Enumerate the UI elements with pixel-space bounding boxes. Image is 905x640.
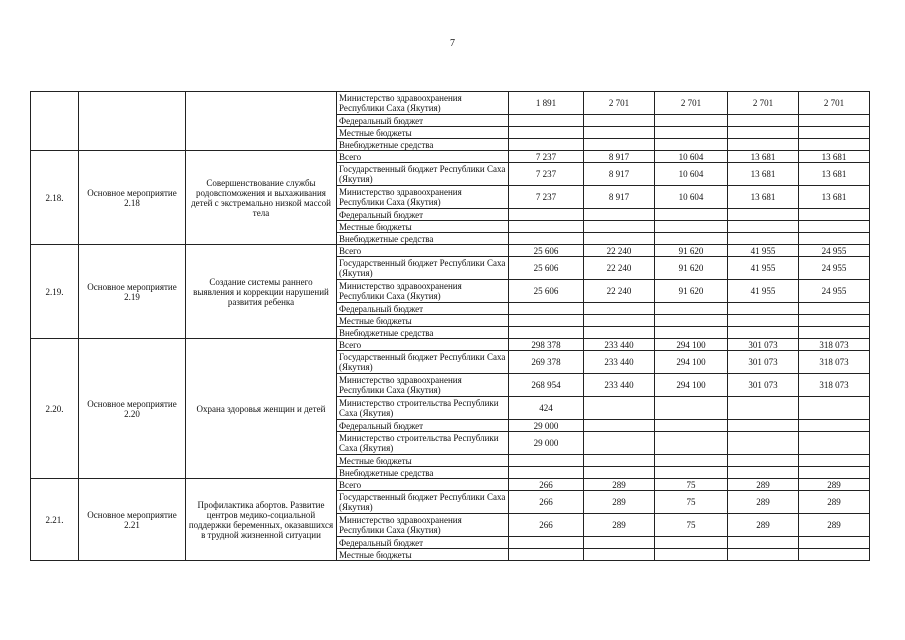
amount-cell: 24 955 [799, 280, 870, 303]
table-row [31, 339, 870, 351]
amount-cell: 75 [655, 491, 728, 514]
amount-cell: 75 [655, 514, 728, 537]
activity-cell [79, 92, 186, 151]
funding-source-cell: Всего [337, 151, 509, 163]
amount-cell: 294 100 [655, 351, 728, 374]
amount-cell: 233 440 [584, 351, 655, 374]
amount-cell [728, 115, 799, 127]
amount-cell [584, 432, 655, 455]
amount-cell [799, 303, 870, 315]
amount-cell: 289 [584, 514, 655, 537]
funding-source-cell: Государственный бюджет Республики Саха (Якутия) [337, 257, 509, 280]
amount-cell [655, 115, 728, 127]
amount-cell [728, 221, 799, 233]
amount-cell: 22 240 [584, 245, 655, 257]
measure-description: Охрана здоровья женщин и детей [186, 339, 337, 479]
amount-cell [509, 221, 584, 233]
amount-cell [655, 315, 728, 327]
amount-cell [509, 537, 584, 549]
amount-cell [799, 467, 870, 479]
funding-source-cell: Местные бюджеты [337, 127, 509, 139]
measure-number: 2.19. [31, 245, 79, 339]
amount-cell [509, 467, 584, 479]
amount-cell [509, 115, 584, 127]
amount-cell [509, 127, 584, 139]
amount-cell [584, 420, 655, 432]
funding-source-cell: Местные бюджеты [337, 315, 509, 327]
amount-cell: 424 [509, 397, 584, 420]
amount-cell [728, 139, 799, 151]
amount-cell: 8 917 [584, 151, 655, 163]
amount-cell: 2 701 [799, 92, 870, 115]
amount-cell: 268 954 [509, 374, 584, 397]
number-cell [31, 92, 79, 151]
amount-cell: 318 073 [799, 351, 870, 374]
amount-cell [799, 455, 870, 467]
measure-description: Совершенствование службы родовспоможения и выхаживания детей с экстремально низкой массой тела [186, 151, 337, 245]
amount-cell [584, 115, 655, 127]
measure-description: Создание системы раннего выявления и коррекции нарушений развития ребенка [186, 245, 337, 339]
amount-cell: 75 [655, 479, 728, 491]
amount-cell [655, 221, 728, 233]
funding-source-cell: Местные бюджеты [337, 455, 509, 467]
amount-cell: 10 604 [655, 163, 728, 186]
funding-source-cell: Федеральный бюджет [337, 537, 509, 549]
table-row [31, 92, 870, 115]
amount-cell [799, 209, 870, 221]
amount-cell [509, 303, 584, 315]
amount-cell: 318 073 [799, 339, 870, 351]
measure-number: 2.21. [31, 479, 79, 561]
amount-cell: 13 681 [728, 163, 799, 186]
funding-source-cell: Федеральный бюджет [337, 209, 509, 221]
amount-cell: 233 440 [584, 339, 655, 351]
funding-table [30, 91, 870, 561]
amount-cell [728, 303, 799, 315]
funding-source-cell: Местные бюджеты [337, 221, 509, 233]
amount-cell: 13 681 [799, 163, 870, 186]
amount-cell [728, 537, 799, 549]
amount-cell: 91 620 [655, 257, 728, 280]
amount-cell [655, 549, 728, 561]
funding-source-cell: Министерство здравоохранения Республики Саха (Якутия) [337, 280, 509, 303]
amount-cell [584, 209, 655, 221]
amount-cell: 41 955 [728, 245, 799, 257]
measure-description: Профилактика абортов. Развитие центров медико-социальной поддержки беременных, оказавшихся в трудной жизненной ситуации [186, 479, 337, 561]
measure-activity: Основное мероприятие 2.20 [79, 339, 186, 479]
measure-activity: Основное мероприятие 2.21 [79, 479, 186, 561]
amount-cell [584, 327, 655, 339]
amount-cell: 91 620 [655, 245, 728, 257]
amount-cell: 10 604 [655, 186, 728, 209]
amount-cell: 266 [509, 514, 584, 537]
amount-cell [728, 432, 799, 455]
amount-cell [799, 315, 870, 327]
funding-source-cell: Государственный бюджет Республики Саха (Якутия) [337, 491, 509, 514]
amount-cell [655, 537, 728, 549]
amount-cell [509, 315, 584, 327]
funding-source-cell: Всего [337, 479, 509, 491]
amount-cell [655, 303, 728, 315]
amount-cell [584, 537, 655, 549]
amount-cell [655, 432, 728, 455]
amount-cell: 25 606 [509, 280, 584, 303]
amount-cell [584, 139, 655, 151]
amount-cell: 10 604 [655, 151, 728, 163]
description-cell [186, 92, 337, 151]
amount-cell [509, 209, 584, 221]
amount-cell [584, 455, 655, 467]
amount-cell [655, 467, 728, 479]
funding-source-cell: Министерство строительства Республики Саха (Якутия) [337, 397, 509, 420]
amount-cell [728, 209, 799, 221]
amount-cell: 29 000 [509, 432, 584, 455]
amount-cell [799, 127, 870, 139]
amount-cell: 13 681 [728, 186, 799, 209]
amount-cell: 2 701 [655, 92, 728, 115]
amount-cell: 13 681 [799, 151, 870, 163]
amount-cell [728, 397, 799, 420]
funding-source-cell: Внебюджетные средства [337, 233, 509, 245]
amount-cell: 25 606 [509, 245, 584, 257]
amount-cell [655, 455, 728, 467]
amount-cell: 8 917 [584, 186, 655, 209]
amount-cell: 24 955 [799, 257, 870, 280]
amount-cell [509, 455, 584, 467]
amount-cell [655, 233, 728, 245]
amount-cell: 7 237 [509, 186, 584, 209]
amount-cell [728, 467, 799, 479]
amount-cell [728, 315, 799, 327]
amount-cell: 294 100 [655, 339, 728, 351]
amount-cell: 25 606 [509, 257, 584, 280]
funding-source-cell: Министерство строительства Республики Саха (Якутия) [337, 432, 509, 455]
funding-source-cell: Министерство здравоохранения Республики Саха (Якутия) [337, 514, 509, 537]
amount-cell [584, 127, 655, 139]
funding-source-cell: Государственный бюджет Республики Саха (Якутия) [337, 351, 509, 374]
amount-cell [799, 432, 870, 455]
amount-cell [655, 397, 728, 420]
amount-cell [509, 233, 584, 245]
amount-cell: 289 [799, 479, 870, 491]
amount-cell [584, 315, 655, 327]
amount-cell: 266 [509, 491, 584, 514]
amount-cell: 41 955 [728, 257, 799, 280]
amount-cell [728, 327, 799, 339]
page-number: 7 [450, 38, 455, 49]
amount-cell: 22 240 [584, 280, 655, 303]
amount-cell: 22 240 [584, 257, 655, 280]
funding-source-cell: Всего [337, 245, 509, 257]
amount-cell [728, 549, 799, 561]
amount-cell: 289 [728, 514, 799, 537]
amount-cell [799, 115, 870, 127]
amount-cell [655, 209, 728, 221]
amount-cell: 24 955 [799, 245, 870, 257]
amount-cell: 289 [584, 479, 655, 491]
amount-cell: 289 [584, 491, 655, 514]
funding-source-cell: Всего [337, 339, 509, 351]
amount-cell: 289 [799, 514, 870, 537]
amount-cell [799, 537, 870, 549]
amount-cell: 301 073 [728, 374, 799, 397]
amount-cell: 13 681 [728, 151, 799, 163]
funding-source-cell: Министерство здравоохранения Республики Саха (Якутия) [337, 186, 509, 209]
amount-cell [584, 467, 655, 479]
amount-cell [509, 549, 584, 561]
amount-cell [799, 420, 870, 432]
amount-cell [655, 327, 728, 339]
amount-cell [584, 233, 655, 245]
measure-number: 2.20. [31, 339, 79, 479]
measure-activity: Основное мероприятие 2.18 [79, 151, 186, 245]
amount-cell: 318 073 [799, 374, 870, 397]
amount-cell: 294 100 [655, 374, 728, 397]
amount-cell [799, 233, 870, 245]
funding-source-cell: Внебюджетные средства [337, 327, 509, 339]
amount-cell [509, 327, 584, 339]
funding-source-cell: Министерство здравоохранения Республики Саха (Якутия) [337, 92, 509, 115]
funding-source-cell: Государственный бюджет Республики Саха (Якутия) [337, 163, 509, 186]
amount-cell [728, 127, 799, 139]
amount-cell: 269 378 [509, 351, 584, 374]
amount-cell: 2 701 [584, 92, 655, 115]
amount-cell: 289 [799, 491, 870, 514]
amount-cell [584, 397, 655, 420]
table-row [31, 479, 870, 491]
amount-cell [509, 139, 584, 151]
amount-cell [584, 549, 655, 561]
amount-cell: 289 [728, 479, 799, 491]
amount-cell: 289 [728, 491, 799, 514]
amount-cell: 266 [509, 479, 584, 491]
amount-cell [799, 327, 870, 339]
measure-activity: Основное мероприятие 2.19 [79, 245, 186, 339]
amount-cell: 301 073 [728, 339, 799, 351]
amount-cell: 8 917 [584, 163, 655, 186]
table-row [31, 245, 870, 257]
amount-cell: 29 000 [509, 420, 584, 432]
amount-cell: 41 955 [728, 280, 799, 303]
funding-source-cell: Федеральный бюджет [337, 303, 509, 315]
amount-cell: 2 701 [728, 92, 799, 115]
amount-cell [655, 139, 728, 151]
amount-cell [655, 420, 728, 432]
funding-source-cell: Местные бюджеты [337, 549, 509, 561]
funding-source-cell: Министерство здравоохранения Республики Саха (Якутия) [337, 374, 509, 397]
amount-cell [584, 221, 655, 233]
amount-cell: 13 681 [799, 186, 870, 209]
amount-cell [799, 139, 870, 151]
amount-cell: 7 237 [509, 163, 584, 186]
funding-source-cell: Федеральный бюджет [337, 115, 509, 127]
amount-cell: 91 620 [655, 280, 728, 303]
amount-cell [584, 303, 655, 315]
amount-cell: 1 891 [509, 92, 584, 115]
amount-cell: 298 378 [509, 339, 584, 351]
amount-cell: 301 073 [728, 351, 799, 374]
amount-cell [655, 127, 728, 139]
funding-source-cell: Внебюджетные средства [337, 139, 509, 151]
amount-cell [799, 397, 870, 420]
amount-cell [799, 221, 870, 233]
funding-source-cell: Внебюджетные средства [337, 467, 509, 479]
amount-cell: 7 237 [509, 151, 584, 163]
amount-cell [728, 455, 799, 467]
funding-table-body [31, 92, 870, 561]
measure-number: 2.18. [31, 151, 79, 245]
amount-cell [728, 420, 799, 432]
amount-cell [728, 233, 799, 245]
table-row [31, 151, 870, 163]
amount-cell: 233 440 [584, 374, 655, 397]
amount-cell [799, 549, 870, 561]
funding-source-cell: Федеральный бюджет [337, 420, 509, 432]
